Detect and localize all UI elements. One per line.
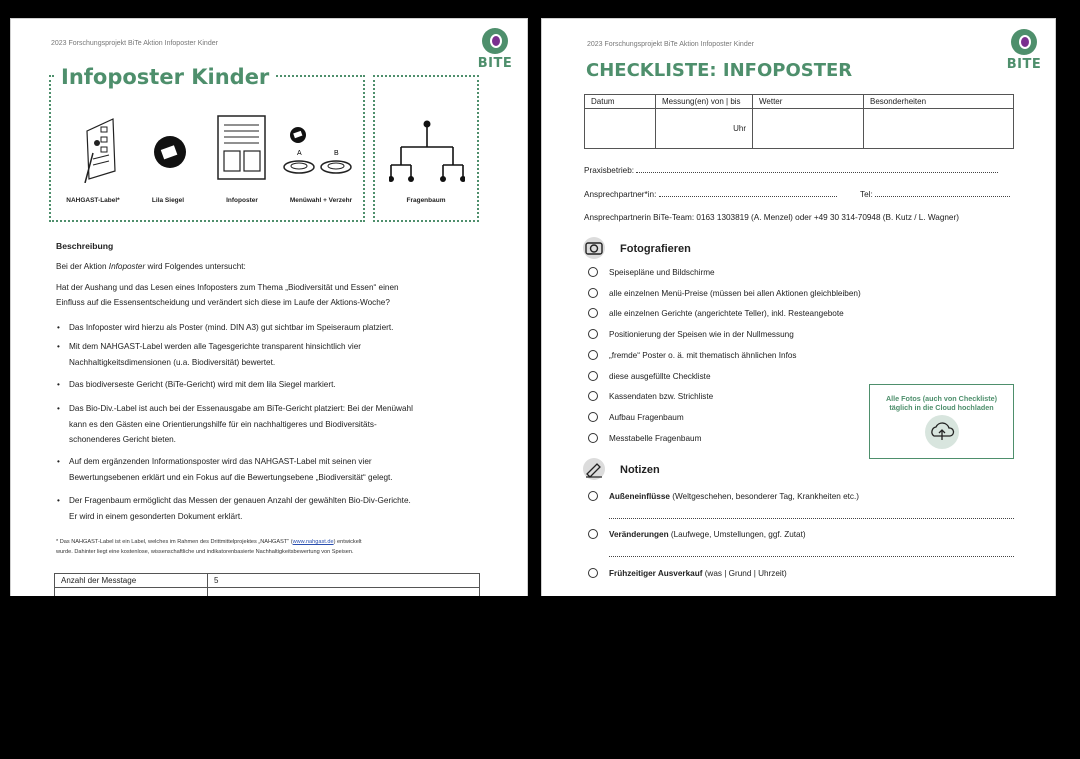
note-item bbox=[609, 569, 787, 578]
note-hint: (Laufwege, Umstellungen, ggf. Zutat) bbox=[668, 530, 806, 539]
measurement-table bbox=[584, 94, 1014, 149]
col-header: Besonderheiten bbox=[864, 95, 1014, 109]
bullet-line: Der Fragenbaum ermöglicht das Messen der genauen Anzahl der gewählten Bio-Div-Gerichte. bbox=[69, 496, 411, 505]
logo-icon bbox=[1011, 29, 1037, 55]
page-title: CHECKLISTE: INFOPOSTER bbox=[586, 60, 853, 81]
weather-cell[interactable] bbox=[753, 109, 864, 149]
bullet-line: Mit dem NAHGAST-Label werden alle Tagesgerichte transparent hinsichtlich vier bbox=[69, 342, 362, 351]
checkbox-circle[interactable] bbox=[588, 568, 598, 578]
bullet-line: Auf dem ergänzenden Informationsposter wird das NAHGAST-Label mit seinen vier bbox=[69, 457, 372, 466]
notizen-heading: Notizen bbox=[620, 464, 660, 476]
date-cell[interactable] bbox=[585, 109, 656, 149]
bullet-dot: • bbox=[57, 342, 60, 351]
note-item bbox=[609, 530, 806, 539]
messtage-table bbox=[54, 573, 480, 598]
table-label: Anzahl der Messtage bbox=[55, 574, 208, 588]
icon-label: Lila Siegel bbox=[151, 197, 185, 204]
table-value: 5 bbox=[208, 574, 480, 588]
bullet-dot: • bbox=[57, 457, 60, 466]
note-title: Frühzeitiger Ausverkauf bbox=[609, 569, 703, 578]
notes-cell[interactable] bbox=[864, 109, 1014, 149]
checkbox-circle[interactable] bbox=[588, 529, 598, 539]
bullet-line: Das Infoposter wird hierzu als Poster (mind. DIN A3) gut sichtbar im Speiseraum platziert. bbox=[69, 323, 394, 332]
checkbox-circle[interactable] bbox=[588, 350, 598, 360]
plate-a-letter: A bbox=[297, 150, 302, 157]
checkbox-circle[interactable] bbox=[588, 391, 598, 401]
logo-text: BITE bbox=[1006, 57, 1042, 72]
poster-icon bbox=[217, 115, 267, 181]
right-page bbox=[541, 18, 1056, 598]
checkbox-circle[interactable] bbox=[588, 288, 598, 298]
seal-icon bbox=[153, 135, 187, 169]
checklist-item: „fremde“ Poster o. ä. mit thematisch ähnlichen Infos bbox=[609, 350, 797, 360]
checklist-item: Kassendaten bzw. Strichliste bbox=[609, 392, 714, 402]
checklist-item: Aufbau Fragenbaum bbox=[609, 412, 684, 422]
checkbox-circle[interactable] bbox=[588, 491, 598, 501]
note-write-line[interactable] bbox=[609, 518, 1014, 519]
intro-text: Bei der Aktion Infoposter wird Folgendes untersucht: bbox=[56, 262, 246, 271]
bite-logo bbox=[1004, 29, 1044, 72]
bite-team-contact: Ansprechpartnerin BiTe-Team: 0163 1303819 (A. Menzel) oder +49 30 314-70948 (B. Kutz / L. Wagner) bbox=[584, 213, 959, 222]
icon-label: Infoposter bbox=[226, 197, 258, 204]
checkbox-circle[interactable] bbox=[588, 371, 598, 381]
bullet-line: Das biodiverseste Gericht (BiTe-Gericht) wird mit dem lila Siegel markiert. bbox=[69, 380, 336, 389]
cloud-upload-icon[interactable] bbox=[924, 414, 960, 450]
checkbox-circle[interactable] bbox=[588, 412, 598, 422]
page-header: 2023 Forschungsprojekt BiTe Aktion Infoposter Kinder bbox=[587, 41, 754, 48]
logo-icon bbox=[482, 28, 508, 54]
bullet-dot: • bbox=[57, 496, 60, 505]
logo-text: BITE bbox=[477, 56, 513, 71]
page-header: 2023 Forschungsprojekt BiTe Aktion Infoposter Kinder bbox=[51, 40, 218, 47]
bullet-dot: • bbox=[57, 404, 60, 413]
checklist-item: diese ausgefüllte Checkliste bbox=[609, 371, 711, 381]
checkbox-circle[interactable] bbox=[588, 308, 598, 318]
bullet-line: Nachhaltigkeitsdimensionen (u.a. Biodiversität) bewertet. bbox=[69, 357, 276, 367]
label-sign-icon bbox=[79, 113, 119, 183]
checkbox-circle[interactable] bbox=[588, 329, 598, 339]
ansprechpartner-field[interactable]: Ansprechpartner*in: bbox=[584, 190, 837, 199]
note-write-line[interactable] bbox=[609, 556, 1014, 557]
footnote: * Das NAHGAST-Label ist ein Label, welches im Rahmen des Drittmittelprojektes „NAHGAST“ (www.nahgast.de) entwickelt wurde. Dahinter liegt eine kostenlose, wissenschaftliche und indikatorenbasierte Nachhaltigkeitsbewertung von Speisen. bbox=[56, 539, 362, 555]
section-heading: Beschreibung bbox=[56, 241, 114, 251]
intro-paragraph-line: Einfluss auf die Essensentscheidung und verändert sich diese im Laufe der Aktions-Woche? bbox=[56, 298, 390, 307]
bottom-band bbox=[0, 596, 1080, 759]
checklist-item: alle einzelnen Gerichte (angerichtete Teller), inkl. Resteangebote bbox=[609, 309, 844, 319]
praxis-field[interactable]: Praxisbetrieb: bbox=[584, 166, 998, 175]
plates-icon bbox=[281, 125, 353, 175]
bite-logo bbox=[475, 28, 515, 71]
bullet-line: kann es den Gästen eine Orientierungshilfe für ein nachhaltigeres und Biodiversitäts- bbox=[69, 419, 377, 429]
intro-paragraph-line: Hat der Aushang und das Lesen eines Infoposters zum Thema „Biodiversität und Essen“ einen bbox=[56, 283, 399, 292]
col-header: Datum bbox=[585, 95, 656, 109]
note-hint: (was | Grund | Uhrzeit) bbox=[702, 569, 787, 578]
checklist-item: alle einzelnen Menü-Preise (müssen bei allen Aktionen gleichbleiben) bbox=[609, 288, 861, 298]
bullet-line: Bewertungsebenen erklärt und ein Fokus auf die Bewertungsebene „Biodiversität“ gelegt. bbox=[69, 472, 393, 482]
checklist-item: Messtabelle Fragenbaum bbox=[609, 433, 702, 443]
bullet-dot: • bbox=[57, 323, 60, 332]
time-cell[interactable]: Uhr bbox=[656, 109, 753, 149]
bullet-line: Er wird in einem gesonderten Dokument erklärt. bbox=[69, 511, 243, 521]
note-item bbox=[609, 492, 859, 501]
checklist-item: Speisepläne und Bildschirme bbox=[609, 268, 715, 277]
left-page bbox=[10, 18, 528, 598]
col-header: Wetter bbox=[753, 95, 864, 109]
bullet-dot: • bbox=[57, 380, 60, 389]
pen-hand-icon bbox=[582, 458, 606, 480]
checkbox-circle[interactable] bbox=[588, 267, 598, 277]
note-hint: (Weltgeschehen, besonderer Tag, Krankheiten etc.) bbox=[669, 492, 859, 501]
icon-label: NAHGAST-Label* bbox=[66, 197, 120, 204]
tree-icon bbox=[389, 119, 465, 185]
checklist-item: Positionierung der Speisen wie in der Nullmessung bbox=[609, 330, 794, 340]
fotografieren-heading: Fotografieren bbox=[620, 243, 691, 255]
camera-icon bbox=[582, 237, 606, 259]
checkbox-circle[interactable] bbox=[588, 433, 598, 443]
tel-field[interactable]: Tel: bbox=[860, 190, 1010, 199]
bullet-line: schonenderes Gericht bieten. bbox=[69, 435, 176, 444]
note-title: Veränderungen bbox=[609, 530, 669, 539]
plate-b-letter: B bbox=[334, 150, 339, 157]
cloud-text: Alle Fotos (auch von Checkliste) täglich in die Cloud hochladen bbox=[885, 394, 998, 412]
bullet-line: Das Bio-Div.-Label ist auch bei der Essenausgabe am BiTe-Gericht platziert: Bei der Menüwahl bbox=[69, 404, 413, 413]
icon-label: Fragenbaum bbox=[406, 197, 446, 204]
page-title: Infoposter Kinder bbox=[55, 65, 275, 89]
nahgast-link[interactable]: www.nahgast.de bbox=[292, 539, 334, 545]
note-title: Außeneinflüsse bbox=[609, 492, 670, 501]
icon-label: Menüwahl + Verzehr bbox=[289, 197, 353, 204]
cloud-upload-box bbox=[869, 384, 1014, 459]
col-header: Messung(en) von | bis bbox=[656, 95, 753, 109]
